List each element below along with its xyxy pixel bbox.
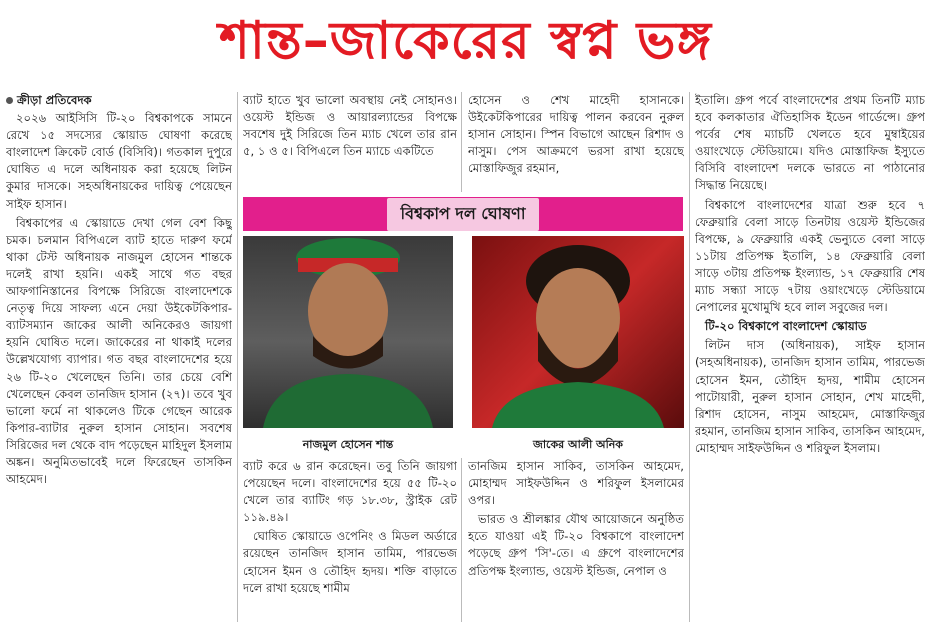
byline: [6, 92, 232, 109]
headline: শান্ত–জাকেরের স্বপ্ন ভঙ্গ: [219, 11, 712, 71]
section-banner: [243, 197, 683, 231]
paragraph: হোসেন ও শেখ মাহেদী হাসানকে। উইকেটকিপারের দায়িত্ব পালন করবেন নুরুল হাসান সোহান। স্পিন বিভাগে আছেন রিশাদ ও নাসুম। পেস আক্রমণে ভরসা রাখা হয়েছে মোস্তাফিজুর রহমান,: [468, 93, 684, 176]
paragraph: বিশ্বকাপে বাংলাদেশের যাত্রা শুরু হবে ৭ ফেব্রুয়ারি বেলা সাড়ে তিনটায় ওয়েস্ট ইন্ডিজের বিপক্ষে, ৯ ফেব্রুয়ারি একই ভেন্যুতে বেলা সাড়ে ১১টায় প্রতিপক্ষ ইতালি, ১৪ ফেব্রুয়ারি বেলা সাড়ে ৩টায় প্রতিপক্ষ ইংল্যান্ড, ১৭ ফেব্রুয়ারি শেষ ম্যাচ সন্ধ্যা সাড়ে ৭টায় ওয়াংখেড়ে স্টেডিয়ামে নেপালের মুখোমুখি হবে লাল সবুজের দল।: [695, 197, 925, 315]
paragraph: ঘোষিত স্কোয়াডে ওপেনিং ও মিডল অর্ডারে রয়েছেন তানজিদ হাসান তামিম, পারভেজ হোসেন ইমন ও তৌহিদ হৃদয়। শক্তি বাড়াতে দলে রাখা হয়েছে শামীম: [243, 529, 457, 595]
paragraph: বিশ্বকাপের এ স্কোয়াডে দেখা গেল বেশ কিছু চমক। চলমান বিপিএলে ব্যাট হাতে দারুণ ফর্মে থাকা টেস্ট অধিনায়ক নাজমুল হোসেন শান্তকে দলেই রাখা হয়নি। একই সাথে গত বছর আফগানিস্তানের বিপক্ষে সিরিজে বাংলাদেশকে নেতৃত্ব দিয়ে সাফল্য এনে দেয়া উইকেটকিপার-ব্যাটসম্যান জাকের আলী অনিকেরও জায়গা হয়নি ঘোষিত দলে। জাকেরের না থাকাই দলের উল্লেখযোগ্য ব্যাপার। গত বছর বাংলাদেশের হয়ে ২৬ টি-২০ খেলেছেন তিনি। তার চেয়ে বেশি খেলেছেন কেবল তানজিদ হাসান (২৭)। তবে খুব ভালো ফর্মে না থাকলেও টিকে গেছেন আরেক কিপার-ব্যাটার নুরুল হাসান সোহান। সবশেষ সিরিজের দল থেকে বাদ পড়েছেন মাহিদুল ইসলাম অঙ্কন। অনুমিতভাবেই দলে ফিরেছেন তাসকিন আহমেদ।: [6, 215, 232, 487]
player-photo-left: [243, 236, 453, 428]
bullet-icon: [6, 97, 13, 104]
column-divider: [461, 458, 462, 622]
article-column-1: [6, 92, 232, 622]
paragraph: ভারত ও শ্রীলঙ্কার যৌথ আয়োজনে অনুষ্ঠিত হতে যাওয়া এই টি-২০ বিশ্বকাপে বাংলাদেশ পড়েছে গ্রুপ 'সি'-তে। এ গ্রুপে বাংলাদেশের প্রতিপক্ষ ইংল্যান্ড, ওয়েস্ট ইন্ডিজ, নেপাল ও: [468, 512, 684, 578]
article-column-2-bottom: [243, 458, 457, 622]
article-column-4: [695, 92, 925, 622]
paragraph: ব্যাট হাতে খুব ভালো অবস্থায় নেই সোহানও। ওয়েস্ট ইন্ডিজ ও আয়ারল্যান্ডের বিপক্ষে সবশেষ দুই সিরিজে তিন ম্যাচ খেলে তার রান ৫, ১ ও ৫। বিপিএলে তিন ম্যাচে একটিতে: [243, 93, 457, 159]
banner-text: বিশ্বকাপ দল ঘোষণা: [387, 198, 540, 231]
byline-text: ক্রীড়া প্রতিবেদক: [17, 93, 92, 107]
article-column-3-top: [468, 92, 684, 192]
squad-list: লিটন দাস (অধিনায়ক), সাইফ হাসান (সহঅধিনায়ক), তানজিদ হাসান তামিম, পারভেজ হোসেন ইমন, তৌহিদ হৃদয়, শামীম হোসেন পাটোয়ারী, নুরুল হাসান সোহান, শেখ মাহেদী, রিশাদ হোসেন, নাসুম আহমেদ, মোস্তাফিজুর রহমান, তানজিম হাসান সাকিব, তাসকিন আহমেদ, মোহাম্মদ সাইফউদ্দিন ও শরিফুল ইসলাম।: [695, 338, 925, 455]
photo-caption-right: জাকের আলী অনিক: [533, 438, 623, 451]
paragraph: তানজিম হাসান সাকিব, তাসকিন আহমেদ, মোহাম্মদ সাইফউদ্দিন ও শরিফুল ইসলামের ওপর।: [468, 459, 684, 508]
column-divider: [689, 92, 690, 622]
article-column-3-bottom: [468, 458, 684, 622]
player-photo-right: [472, 236, 684, 428]
squad-title: টি-২০ বিশ্বকাপে বাংলাদেশ স্কোয়াড: [705, 319, 867, 334]
player-photo-left-art: [243, 236, 453, 428]
article-column-2-top: [243, 92, 457, 192]
paragraph: ইতালি। গ্রুপ পর্বে বাংলাদেশের প্রথম তিনটি ম্যাচ হবে কলকাতার ঐতিহাসিক ইডেন গার্ডেন্সে। গ্রুপ পর্বের শেষ ম্যাচটি খেলতে হবে মুম্বাইয়ের ওয়াংখেড়ে স্টেডিয়ামে। যদিও মোস্তাফিজ ইস্যুতে বিসিবি বাংলাদেশ দলকে ভারতে না পাঠানোর সিদ্ধান্ত নিয়েছে।: [695, 93, 925, 193]
paragraph: ২০২৬ আইসিসি টি-২০ বিশ্বকাপকে সামনে রেখে ১৫ সদস্যের স্কোয়াড ঘোষণা করেছে বাংলাদেশ ক্রিকেট বোর্ড (বিসিবি)। গতকাল দুপুরে ঘোষিত এ দলে অধিনায়ক করা হয়েছে লিটন কুমার দাসকে। সহঅধিনায়কের দায়িত্ব পেয়েছেন সাইফ হাসান।: [6, 111, 232, 211]
paragraph: ব্যাট করে ৬ রান করেছেন। তবু তিনি জায়গা পেয়েছেন দলে। বাংলাদেশের হয়ে ৫৫ টি-২০ খেলে তার ব্যাটিং গড় ১৮.৩৮, স্ট্রাইক রেট ১১৯.৪৯।: [243, 459, 457, 525]
player-photo-right-art: [472, 236, 684, 428]
photo-caption-left: নাজমুল হোসেন শান্ত: [302, 438, 394, 451]
column-divider: [461, 92, 462, 192]
column-divider: [237, 92, 238, 622]
